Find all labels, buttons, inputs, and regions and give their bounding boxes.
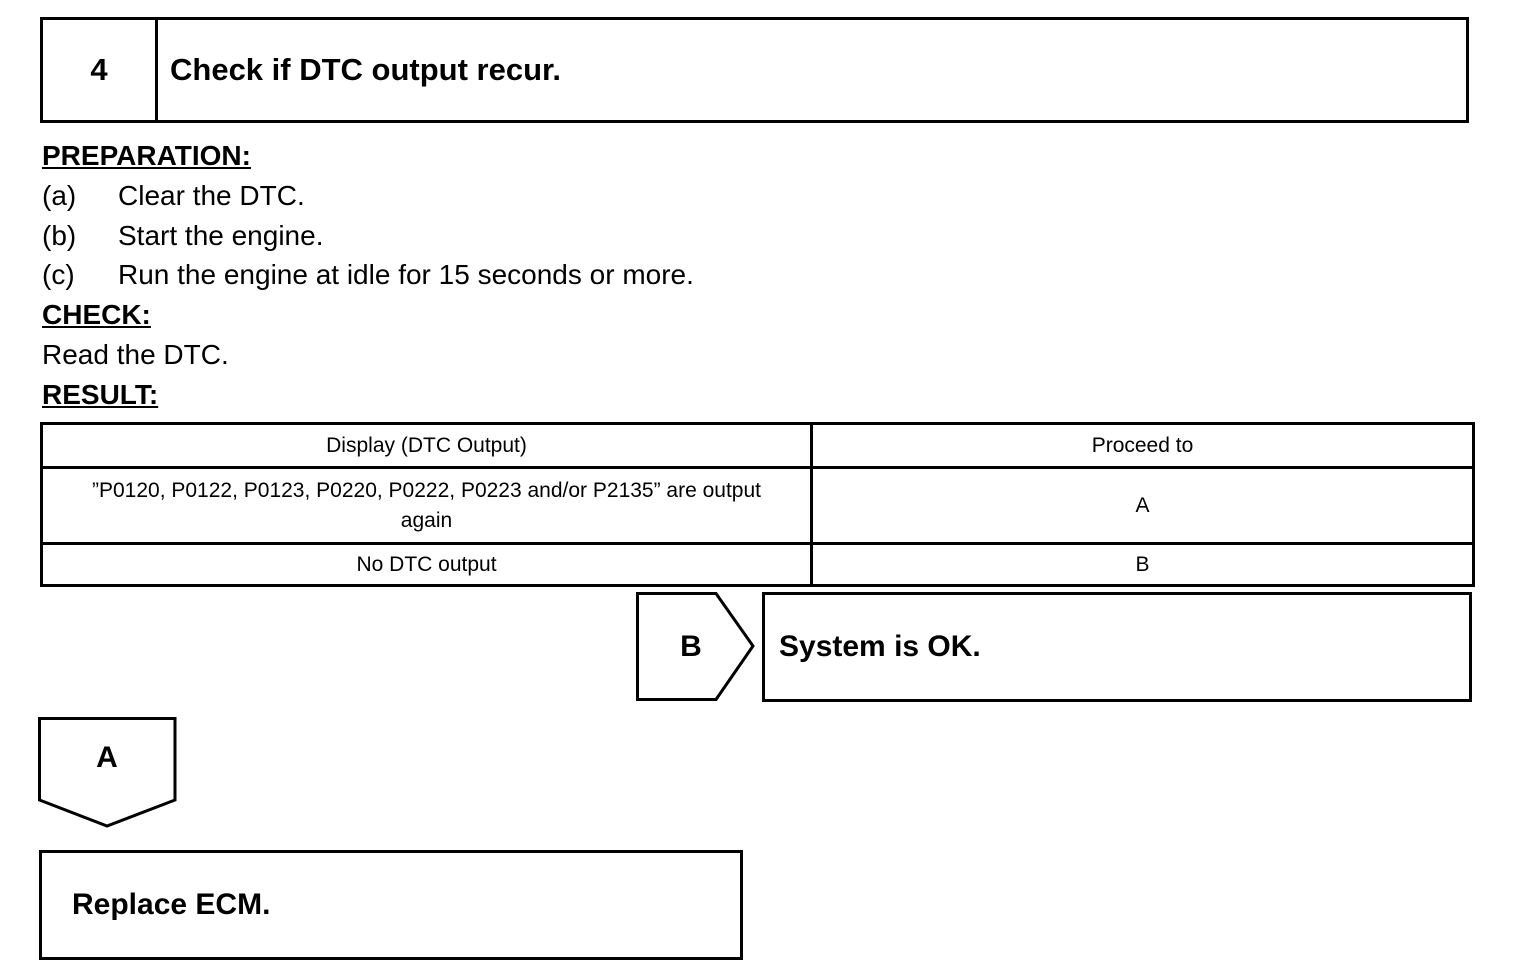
preparation-heading: PREPARATION:	[42, 140, 251, 171]
column-header-display: Display (DTC Output)	[42, 424, 812, 468]
item-label: (c)	[42, 259, 75, 290]
replace-ecm-box	[39, 850, 743, 960]
proceed-cell: A	[812, 468, 1474, 544]
display-cell: ”P0120, P0122, P0123, P0220, P0222, P0223 and/or P2135” are output again	[42, 468, 812, 544]
proceed-cell: B	[812, 544, 1474, 586]
table-row	[42, 468, 1474, 544]
branch-a-arrow	[38, 717, 178, 829]
display-cell: No DTC output	[42, 544, 812, 586]
result-table	[40, 422, 1475, 587]
step-title: Check if DTC output recur.	[170, 52, 561, 87]
item-text: Run the engine at idle for 15 seconds or more.	[118, 259, 694, 290]
branch-a-label: A	[96, 741, 118, 774]
branch-b-label: B	[680, 630, 702, 663]
check-heading: CHECK:	[42, 299, 151, 330]
result-heading: RESULT:	[42, 379, 159, 410]
item-label: (a)	[42, 180, 77, 211]
table-row	[42, 544, 1474, 586]
column-header-proceed: Proceed to	[812, 424, 1474, 468]
system-ok-box	[762, 592, 1472, 702]
branch-b-arrow	[636, 592, 756, 702]
system-ok-text: System is OK.	[779, 630, 981, 663]
item-text: Start the engine.	[118, 220, 324, 251]
check-text: Read the DTC.	[42, 339, 229, 370]
replace-ecm-text: Replace ECM.	[72, 888, 271, 921]
table-header-row	[42, 424, 1474, 468]
step-header	[40, 17, 1469, 123]
step-number: 4	[43, 20, 158, 120]
item-text: Clear the DTC.	[118, 180, 305, 211]
item-label: (b)	[42, 220, 77, 251]
